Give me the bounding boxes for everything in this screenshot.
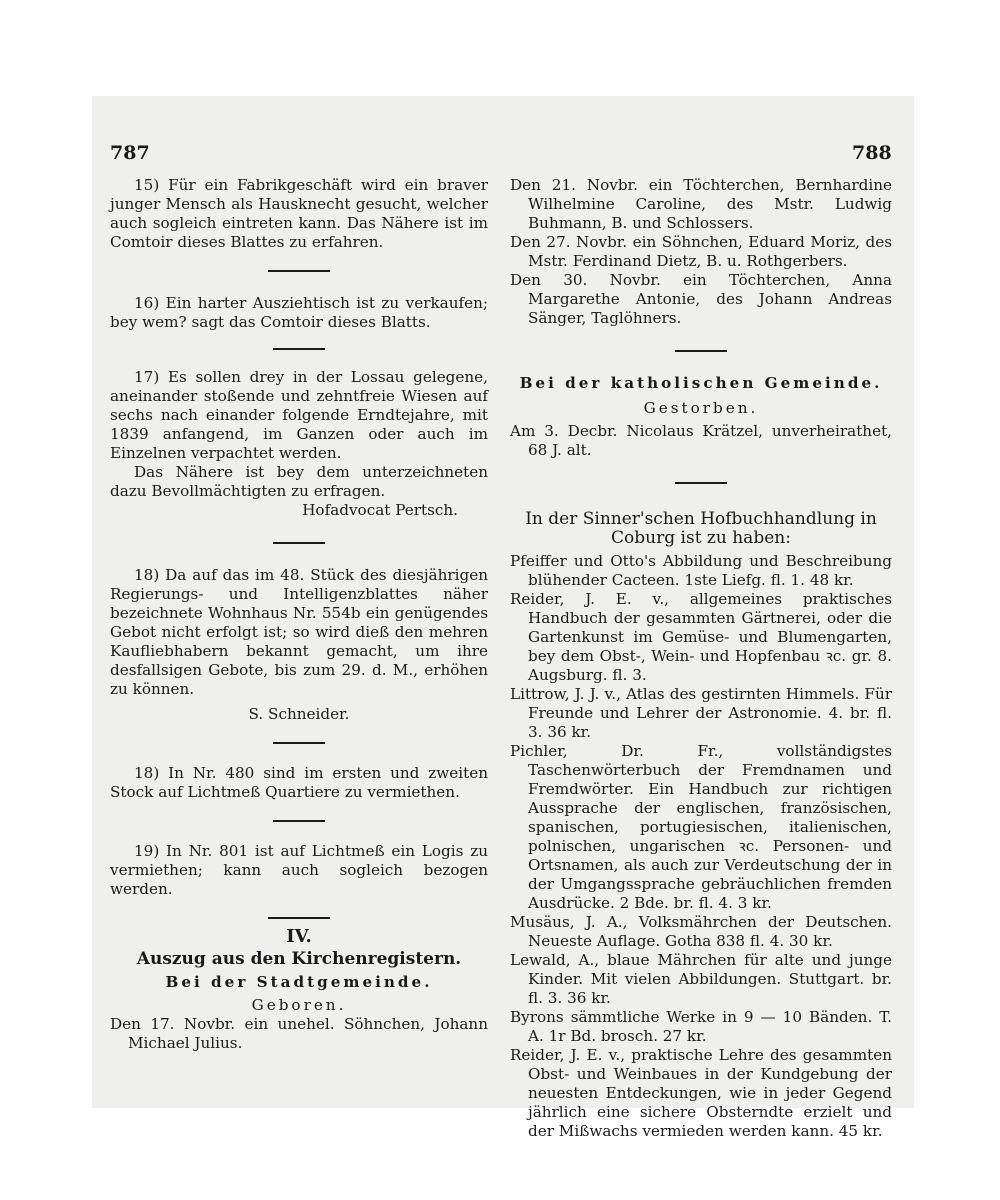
birth-entry: Den 17. Novbr. ein unehel. Söhnchen, Johann Michael Julius. — [110, 1015, 488, 1052]
book-entry: Lewald, A., blaue Mährchen für alte und junge Kinder. Mit vielen Abbildungen. Stuttgart. br. fl. 3. 36 kr. — [510, 951, 892, 1007]
book-entry: Musäus, J. A., Volksmährchen der Deutschen. Neueste Auflage. Gotha 838 fl. 4. 30 kr. — [510, 913, 892, 950]
ad-18-rent: 18) In Nr. 480 sind im ersten und zweiten Stock auf Lichtmeß Quartiere zu vermiethen. — [110, 764, 488, 801]
catholic-heading: Bei der katholischen Gemeinde. — [519, 374, 883, 392]
section-subtitle: Bei der Stadtgemeinde. — [165, 973, 433, 991]
died-heading: Gestorben. — [643, 399, 759, 417]
ad-16: 16) Ein harter Ausziehtisch ist zu verkaufen; bey wem? sagt das Comtoir dieses Blatts. — [110, 294, 488, 331]
ad-19: 19) In Nr. 801 ist auf Lichtmeß ein Logis zu vermiethen; kann auch sogleich bezogen werden. — [110, 842, 488, 898]
separator — [268, 270, 330, 272]
separator — [273, 348, 325, 350]
book-entry: Littrow, J. J. v., Atlas des gestirnten Himmels. Für Freunde und Lehrer der Astronomie. 4. br. fl. 3. 36 kr. — [510, 685, 892, 741]
separator — [273, 542, 325, 544]
birth-entry: Den 30. Novbr. ein Töchterchen, Anna Margarethe Antonie, des Johann Andreas Sänger, Taglöhners. — [510, 271, 892, 327]
right-column — [510, 176, 892, 1141]
ad-18-sale: 18) Da auf das im 48. Stück des diesjährigen Regierungs- und Intelligenzblattes näher bezeichnete Wohnhaus Nr. 554b ein genügendes Gebot nicht erfolgt ist; so wird dieß den mehren Kaufliebhabern bekannt gemacht, um ihre desfallsigen Gebote, bis zum 29. d. M., erhöhen zu können. — [110, 566, 488, 698]
left-column — [110, 176, 488, 1053]
bookshop-heading: In der Sinner'schen Hofbuchhandlung in Coburg ist zu haben: — [525, 509, 877, 548]
separator — [675, 350, 727, 352]
separator — [273, 742, 325, 744]
section-numeral: IV. — [286, 926, 312, 947]
death-entry: Am 3. Decbr. Nicolaus Krätzel, unverheirathet, 68 J. alt. — [510, 422, 892, 459]
birth-entry: Den 21. Novbr. ein Töchterchen, Bernhardine Wilhelmine Caroline, des Mstr. Ludwig Buhmann, B. und Schlossers. — [510, 176, 892, 232]
section-title: Auszug aus den Kirchenregistern. — [136, 949, 462, 969]
separator — [273, 820, 325, 822]
born-heading: Geboren. — [251, 996, 347, 1014]
book-entry: Reider, J. E. v., allgemeines praktisches Handbuch der gesammten Gärtnerei, oder die Gartenkunst im Gemüse- und Blumengarten, bey dem Obst-, Wein- und Hopfenbau ꝛc. gr. 8. Augsburg. fl. 3. — [510, 590, 892, 684]
page-number-left: 787 — [110, 142, 150, 164]
book-list — [510, 552, 892, 1141]
ad-17: 17) Es sollen drey in der Lossau gelegene, aneinander stoßende und zehntfreie Wiesen auf sechs nach einander folgende Erndtejahre, mit 1839 anfangend, im Ganzen oder auch im Einzelnen verpachtet werden. — [110, 368, 488, 462]
book-entry: Pfeiffer und Otto's Abbildung und Beschreibung blühender Cacteen. 1ste Liefg. fl. 1. 48 kr. — [510, 552, 892, 589]
ad-17-contact: Das Nähere ist bey dem unterzeichneten dazu Bevollmächtigten zu erfragen. — [110, 463, 488, 500]
page-number-right: 788 — [852, 142, 892, 164]
ad-15: 15) Für ein Fabrikgeschäft wird ein braver junger Mensch als Hausknecht gesucht, welcher auch sogleich eintreten kann. Das Nähere ist im Comtoir dieses Blattes zu erfahren. — [110, 176, 488, 251]
book-entry: Pichler, Dr. Fr., vollständigstes Taschenwörterbuch der Fremdnamen und Fremdwörter. Ein Handbuch zur richtigen Aussprache der englischen, französischen, spanischen, portugiesischen, italienischen, polnischen, ungarischen ꝛc. Personen- und Ortsnamen, als auch zur Verdeutschung der in der Umgangssprache gebräuchlichen fremden Ausdrücke. 2 Bde. br. fl. 4. 3 kr. — [510, 742, 892, 912]
separator — [675, 482, 727, 484]
ad-17-signature: Hofadvocat Pertsch. — [302, 501, 458, 519]
ad-18-signature: S. Schneider. — [248, 705, 350, 723]
book-entry: Byrons sämmtliche Werke in 9 — 10 Bänden. T. A. 1r Bd. brosch. 27 kr. — [510, 1008, 892, 1045]
separator — [268, 917, 330, 919]
birth-entry: Den 27. Novbr. ein Söhnchen, Eduard Moriz, des Mstr. Ferdinand Dietz, B. u. Rothgerbers. — [510, 233, 892, 270]
book-entry: Reider, J. E. v., praktische Lehre des gesammten Obst- und Weinbaues in der Kundgebung der neuesten Entdeckungen, wie in jeder Gegend jährlich eine sichere Obsterndte erzielt und der Mißwachs vermieden werden kann. 45 kr. — [510, 1046, 892, 1140]
